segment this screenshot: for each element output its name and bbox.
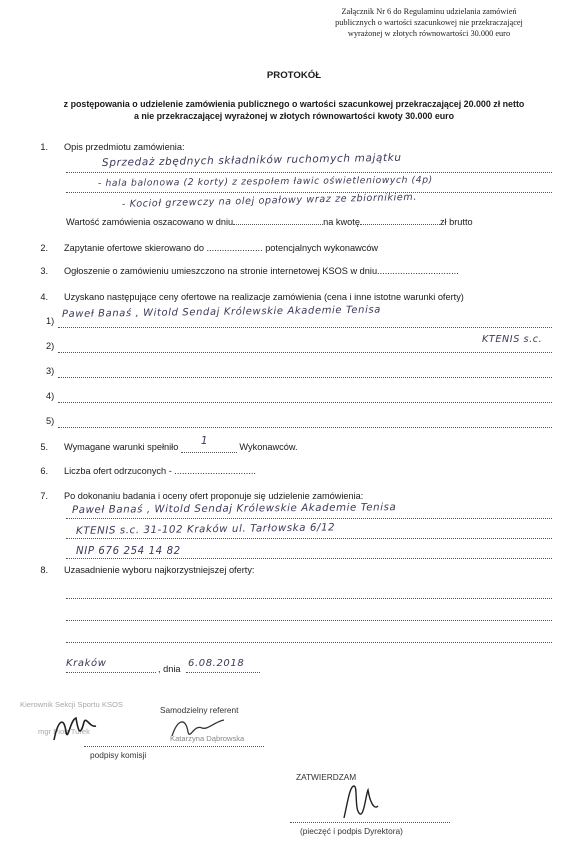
offer-label: 4): [46, 391, 55, 401]
offer-label: 2): [46, 341, 55, 351]
item-label: Liczba ofert odrzuconych - ................................: [64, 466, 256, 476]
value-line: [66, 217, 473, 227]
document-title: PROTOKÓŁ: [266, 70, 322, 81]
dotted-blank: [233, 224, 323, 225]
subtitle-line: z postępowania o udzielenie zamówienia publicznego o wartości szacunkowej przekraczającej 20.000 zł netto: [63, 99, 525, 109]
dotted-line: [66, 538, 552, 539]
dotted-line: [66, 558, 552, 559]
attachment-note: [314, 6, 544, 39]
dotted-line: [58, 327, 552, 328]
dotted-line: [66, 642, 552, 643]
dotted-line: [186, 672, 260, 673]
dotted-line: [58, 402, 552, 403]
value-prefix: Wartość zamówienia oszacowano w dniu: [66, 217, 234, 227]
offer-label: 5): [46, 416, 55, 426]
handwritten-text: KTENIS s.c.: [482, 334, 543, 345]
item-number: 1.: [40, 142, 48, 152]
item-label: Uzasadnienie wyboru najkorzystniejszej oferty:: [64, 565, 255, 575]
handwritten-text: - hala balonowa (2 korty) z zespołem ławic oświetleniowych (4p): [97, 174, 433, 189]
item-number: 7.: [40, 491, 48, 501]
dotted-line: [58, 352, 552, 353]
handwritten-text: Paweł Banaś , Witold Sendaj Królewskie Akademie Tenisa: [71, 502, 397, 516]
handwritten-text: NIP 676 254 14 82: [76, 546, 181, 557]
dotted-line: [58, 427, 552, 428]
item-label: Po dokonaniu badania i oceny ofert proponuje się udzielenie zamówienia:: [64, 491, 364, 501]
value-middle: na kwotę: [323, 217, 360, 227]
handwritten-text: Paweł Banaś , Witold Sendaj Królewskie Akademie Tenisa: [61, 304, 382, 320]
director-label: (pieczęć i podpis Dyrektora): [300, 826, 403, 836]
document-subtitle: [10, 98, 578, 122]
item-number: 8.: [40, 565, 48, 575]
date-label: , dnia: [158, 664, 181, 674]
item-number: 2.: [40, 243, 48, 253]
dotted-blank: [360, 224, 440, 225]
signature-mark: [50, 710, 100, 746]
item-label: Uzyskano następujące ceny ofertowe na realizacje zamówienia (cena i inne istotne warunki oferty): [64, 292, 464, 302]
value-suffix: zł brutto: [439, 217, 473, 227]
handwritten-text: 1: [200, 435, 209, 447]
stamp-title: Samodzielny referent: [160, 705, 239, 715]
subtitle-line: a nie przekraczającej wyrażonej w złotych równowartości kwoty 30.000 euro: [133, 111, 455, 121]
dotted-line: [66, 192, 552, 193]
dotted-line: [66, 172, 552, 173]
attachment-line: wyrażonej w złotych równowartości 30.000 euro: [347, 29, 511, 38]
item-number: 5.: [40, 442, 48, 452]
item-number: 3.: [40, 266, 48, 276]
dotted-line: [66, 620, 552, 621]
attachment-line: Załącznik Nr 6 do Regulaminu udzielania zamówień: [341, 7, 517, 16]
item-label: Wymagane warunki spełniło: [64, 442, 181, 452]
dotted-line: [58, 377, 552, 378]
handwritten-text: - Kocioł grzewczy na olej opałowy wraz ze zbiornikiem.: [121, 191, 418, 210]
item-label: Wykonawców.: [236, 442, 298, 452]
stamp-name: mgr Piotr Turek: [38, 727, 90, 736]
item-label: Zapytanie ofertowe skierowano do ...................... potencjalnych wykonawców: [64, 243, 379, 253]
committee-label: podpisy komisji: [90, 750, 147, 760]
item-number: 4.: [40, 292, 48, 302]
offer-label: 3): [46, 366, 55, 376]
stamp-name: Katarzyna Dąbrowska: [170, 734, 245, 743]
item-label: Ogłoszenie o zamówieniu umieszczono na stronie internetowej KSOS w dniu................................: [64, 266, 459, 276]
handwritten-place: Kraków: [66, 658, 107, 669]
offer-label: 1): [46, 316, 55, 326]
dotted-line: [66, 598, 552, 599]
handwritten-text: KTENIS s.c. 31-102 Kraków ul. Tarłowska 6/12: [75, 522, 336, 537]
signature-line: [84, 746, 264, 747]
signature-mark: [334, 780, 384, 822]
stamp-title: Kierownik Sekcji Sportu KSOS: [20, 700, 123, 709]
dotted-line: [66, 672, 156, 673]
signature-mark: [168, 714, 228, 744]
dotted-line: [66, 518, 552, 519]
item-label: Opis przedmiotu zamówienia:: [64, 142, 185, 152]
signature-line: [290, 822, 450, 823]
handwritten-date: 6.08.2018: [188, 658, 245, 669]
attachment-line: publicznych o wartości szacunkowej nie przekraczającej: [335, 18, 523, 27]
approve-label: ZATWIERDZAM: [296, 772, 357, 782]
dotted-blank: [181, 435, 237, 453]
handwritten-text: Sprzedaż zbędnych składników ruchomych majątku: [101, 151, 402, 169]
item-number: 6.: [40, 466, 48, 476]
